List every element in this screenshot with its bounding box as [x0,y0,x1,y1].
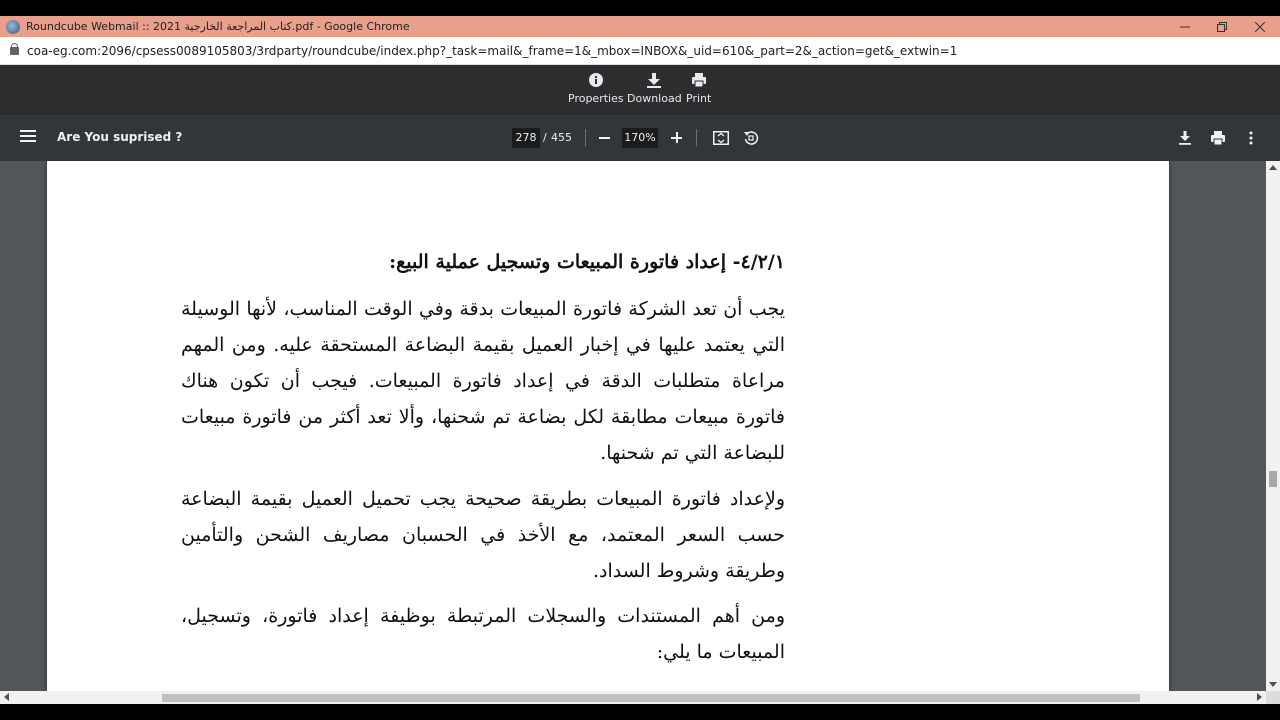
page-number-input[interactable]: 278 [512,128,540,148]
zoom-out-icon[interactable] [596,129,612,147]
pdf-download-icon[interactable] [1175,128,1195,148]
paragraph: ولإعداد فاتورة المبيعات بطريقة صحيحة يجب تحميل العميل بقيمة البضاعة حسب السعر المعتمد، مع الأخذ في الحسبان مصاريف الشحن والتأمين وطريقة وشروط السداد. [181,488,785,582]
paragraph: ومن أهم المستندات والسجلات المرتبطة بوظيفة إعداد فاتورة، وتسجيل، المبيعات ما يلي: [181,605,785,663]
info-icon [587,71,605,89]
paragraph: يجب أن تعد الشركة فاتورة المبيعات بدقة وفي الوقت المناسب، لأنها الوسيلة التي يعتمد عليها في إخبار العميل بقيمة البضاعة المستحقة عليه. ومن المهم مراعاة متطلبات الدقة في إعداد فاتورة المبيعات. فيجب أن تكون هناك فاتورة مبيعات مطابقة لكل بضاعة تم شحنها، وألا تعد أكثر من فاتورة مبيعات للبضاعة التي تم شحنها. [181,298,785,464]
properties-button[interactable] [568,71,624,105]
scroll-left-arrow-icon[interactable] [4,693,9,701]
page-total: 455 [551,131,572,144]
pdf-page [47,161,1169,691]
section-heading: ٤/٢/١- إعداد فاتورة المبيعات وتسجيل عملية البيع: [389,251,785,273]
print-label: Print [686,92,712,105]
scroll-up-arrow-icon[interactable] [1269,165,1277,170]
scroll-down-arrow-icon[interactable] [1269,682,1277,687]
horizontal-scroll-thumb[interactable] [162,694,1140,702]
page-separator: / [543,131,547,144]
download-icon [645,71,663,89]
properties-label: Properties [568,92,624,105]
divider [696,129,697,147]
title-bar [0,16,1280,37]
pdf-viewer[interactable] [0,161,1266,691]
rotate-icon[interactable] [741,128,761,148]
pdf-toolbar [0,115,1280,161]
roundcube-toolbar [0,65,1280,115]
fit-to-page-icon[interactable] [711,128,731,148]
menu-icon[interactable] [20,130,36,144]
print-button[interactable] [686,71,711,105]
scroll-right-arrow-icon[interactable] [1257,693,1262,701]
restore-icon[interactable] [1203,16,1241,37]
lock-icon[interactable] [10,47,19,55]
pdf-title: Are You suprised ? [57,130,183,144]
close-icon[interactable] [1241,16,1279,37]
more-actions-icon[interactable] [1241,128,1261,148]
zoom-input[interactable]: 170% [622,128,658,148]
minimize-icon[interactable] [1166,16,1204,37]
download-label: Download [627,92,682,105]
print-icon [690,71,708,89]
screen-top-band [0,0,1280,16]
pdf-print-icon[interactable] [1208,128,1228,148]
scrollbar-corner [1266,691,1280,704]
zoom-in-icon[interactable] [669,129,685,147]
horizontal-scrollbar[interactable] [0,691,1266,704]
screen-bottom-band [0,704,1280,720]
url-text[interactable]: coa-eg.com:2096/cpsess0089105803/3rdparty/roundcube/index.php?_task=mail&_frame=1&_mbox=INBOX&_uid=610&_part=2&_action=get&_extwin=1 [27,43,958,58]
chrome-favicon-icon [6,20,20,34]
address-bar[interactable] [0,37,1280,65]
divider [585,129,586,147]
vertical-scrollbar[interactable] [1266,161,1280,691]
window-title: Roundcube Webmail :: 2021 كتاب المراجعة الخارجية.pdf - Google Chrome [26,20,410,33]
vertical-scroll-thumb[interactable] [1269,471,1277,487]
download-button[interactable] [627,71,682,105]
